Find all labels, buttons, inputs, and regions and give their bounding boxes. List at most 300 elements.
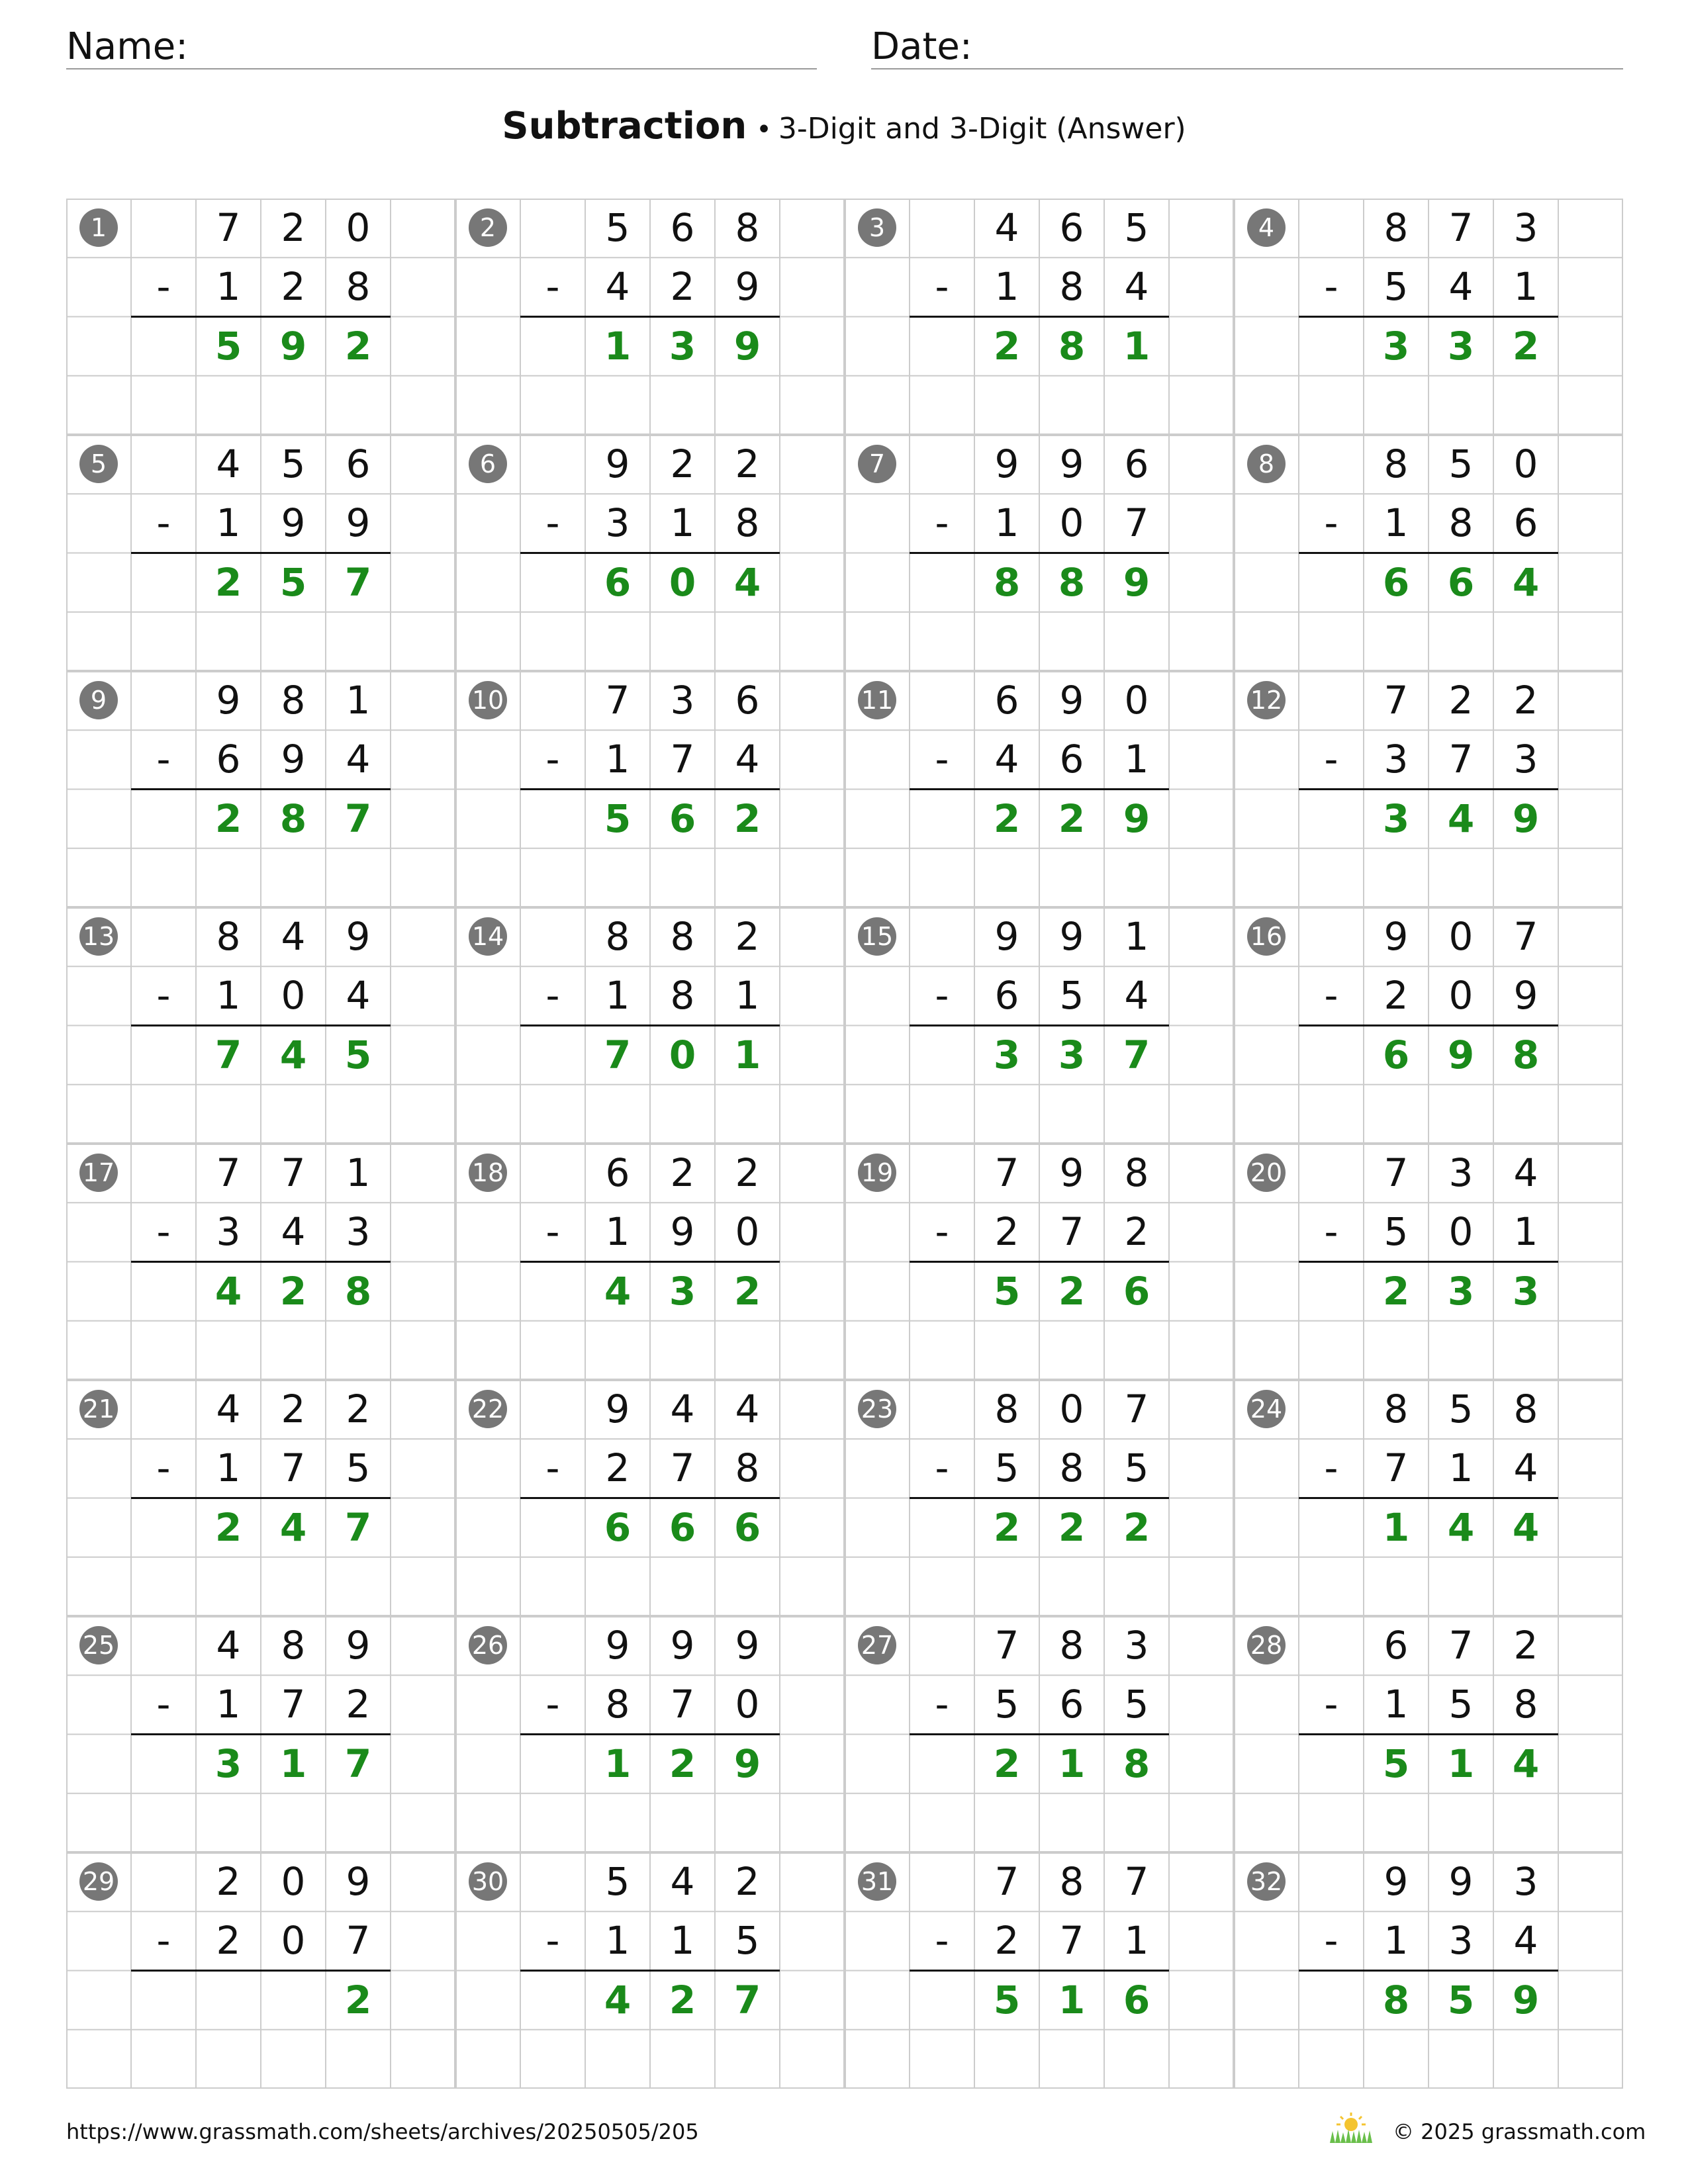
answer-digit: 2 (279, 1268, 307, 1314)
minus-sign: - (545, 737, 560, 782)
minuend-digit: 4 (670, 1859, 695, 1904)
subtrahend-digit: 3 (1513, 737, 1538, 782)
answer-digit: 7 (1123, 1032, 1150, 1077)
minus-sign: - (156, 1209, 171, 1255)
minuend-digit: 7 (1448, 1623, 1474, 1668)
answer-digit: 3 (1447, 1268, 1475, 1314)
subtrahend-digit: 4 (994, 737, 1019, 782)
subtrahend-digit: 7 (1059, 1918, 1084, 1964)
minuend-digit: 6 (994, 678, 1019, 723)
answer-digit: 4 (604, 1977, 632, 2023)
subtrahend-digit: 4 (735, 737, 760, 782)
minuend-digit: 8 (994, 1387, 1019, 1432)
minuend-digit: 4 (735, 1387, 760, 1432)
answer-digit: 9 (1512, 796, 1540, 841)
answer-digit: 3 (1382, 796, 1410, 841)
subtrahend-digit: 1 (605, 737, 630, 782)
minuend-digit: 7 (1513, 914, 1538, 959)
problem-number: 32 (1247, 1862, 1286, 1901)
problem-number: 29 (79, 1862, 118, 1901)
minuend-digit: 4 (994, 205, 1019, 250)
minuend-digit: 2 (1513, 678, 1538, 723)
subtrahend-digit: 8 (735, 1445, 760, 1491)
answer-digit: 6 (1123, 1977, 1150, 2023)
answer-digit: 9 (733, 323, 761, 369)
minuend-digit: 1 (346, 1150, 371, 1195)
problem-number: 24 (1247, 1390, 1286, 1428)
answer-digit: 2 (1058, 796, 1086, 841)
problem-number: 19 (858, 1154, 896, 1192)
minuend-digit: 9 (1059, 1150, 1084, 1195)
minuend-digit: 8 (1383, 205, 1409, 250)
subtrahend-digit: 7 (1383, 1445, 1409, 1491)
minuend-digit: 3 (670, 678, 695, 723)
subtrahend-digit: 5 (994, 1682, 1019, 1727)
answer-digit: 6 (1447, 559, 1475, 605)
subtrahend-digit: 2 (216, 1918, 241, 1964)
subtrahend-digit: 6 (1059, 1682, 1084, 1727)
minus-sign: - (545, 1918, 560, 1964)
minuend-digit: 2 (735, 441, 760, 486)
subtrahend-digit: 5 (1448, 1682, 1474, 1727)
subtrahend-digit: 1 (1513, 264, 1538, 310)
minuend-digit: 7 (1124, 1859, 1149, 1904)
minus-sign: - (935, 1918, 949, 1964)
subtrahend-digit: 1 (670, 1918, 695, 1964)
minus-sign: - (935, 1682, 949, 1727)
footer-url[interactable]: https://www.grassmath.com/sheets/archives/20250505/205 (66, 2119, 699, 2144)
minuend-digit: 9 (605, 1387, 630, 1432)
minuend-digit: 8 (1383, 1387, 1409, 1432)
answer-digit: 2 (1123, 1504, 1150, 1550)
minuend-digit: 9 (1383, 1859, 1409, 1904)
date-line[interactable] (871, 68, 1623, 69)
minuend-digit: 9 (1448, 1859, 1474, 1904)
subtrahend-digit: 1 (1124, 737, 1149, 782)
answer-digit: 9 (1123, 796, 1150, 841)
minuend-digit: 8 (1059, 1623, 1084, 1668)
subtrahend-digit: 2 (1124, 1209, 1149, 1255)
problem-number: 25 (79, 1626, 118, 1664)
problem-grid (66, 199, 1623, 2089)
subtrahend-digit: 2 (994, 1209, 1019, 1255)
minus-sign: - (935, 264, 949, 310)
answer-digit: 7 (344, 559, 372, 605)
answer-digit: 1 (1058, 1977, 1086, 2023)
subtrahend-digit: 1 (216, 973, 241, 1019)
subtrahend-digit: 0 (1059, 500, 1084, 546)
answer-digit: 2 (1382, 1268, 1410, 1314)
minus-sign: - (156, 1918, 171, 1964)
answer-digit: 8 (1512, 1032, 1540, 1077)
minuend-digit: 9 (1383, 914, 1409, 959)
subtrahend-digit: 5 (1124, 1445, 1149, 1491)
answer-digit: 0 (669, 559, 696, 605)
problem-number: 2 (469, 208, 507, 247)
subtrahend-digit: 4 (1513, 1445, 1538, 1491)
answer-digit: 1 (733, 1032, 761, 1077)
subtrahend-digit: 6 (1059, 737, 1084, 782)
minuend-digit: 7 (994, 1623, 1019, 1668)
minuend-digit: 1 (346, 678, 371, 723)
answer-digit: 4 (1512, 559, 1540, 605)
answer-digit: 2 (1058, 1504, 1086, 1550)
minuend-digit: 2 (735, 1859, 760, 1904)
answer-digit: 3 (1058, 1032, 1086, 1077)
minuend-digit: 7 (216, 1150, 241, 1195)
subtrahend-digit: 4 (346, 973, 371, 1019)
subtrahend-digit: 1 (735, 973, 760, 1019)
subtrahend-digit: 6 (1513, 500, 1538, 546)
subtrahend-digit: 5 (1383, 264, 1409, 310)
problem-number: 15 (858, 917, 896, 956)
answer-digit: 1 (604, 1741, 632, 1786)
subtrahend-digit: 5 (735, 1918, 760, 1964)
answer-digit: 3 (1447, 323, 1475, 369)
answer-digit: 7 (344, 1741, 372, 1786)
subtrahend-digit: 5 (346, 1445, 371, 1491)
minuend-digit: 2 (216, 1859, 241, 1904)
subtrahend-digit: 2 (281, 264, 306, 310)
problem-number: 17 (79, 1154, 118, 1192)
problem-number: 10 (469, 681, 507, 719)
minuend-digit: 3 (1448, 1150, 1474, 1195)
name-line[interactable] (66, 68, 817, 69)
answer-digit: 4 (733, 559, 761, 605)
answer-digit: 2 (733, 1268, 761, 1314)
answer-digit: 1 (279, 1741, 307, 1786)
minuend-digit: 4 (281, 914, 306, 959)
subtrahend-digit: 8 (1448, 500, 1474, 546)
subtrahend-digit: 1 (605, 1209, 630, 1255)
answer-digit: 3 (1512, 1268, 1540, 1314)
date-label: Date: (871, 25, 972, 68)
answer-digit: 5 (344, 1032, 372, 1077)
answer-digit: 4 (279, 1032, 307, 1077)
answer-digit: 0 (669, 1032, 696, 1077)
subtrahend-digit: 5 (1059, 973, 1084, 1019)
minuend-digit: 8 (735, 205, 760, 250)
subtrahend-digit: 4 (346, 737, 371, 782)
subtrahend-digit: 0 (281, 973, 306, 1019)
minuend-digit: 2 (281, 1387, 306, 1432)
subtrahend-digit: 1 (605, 973, 630, 1019)
answer-digit: 9 (1123, 559, 1150, 605)
answer-digit: 2 (993, 796, 1021, 841)
subtrahend-digit: 3 (346, 1209, 371, 1255)
answer-digit: 6 (669, 796, 696, 841)
minuend-digit: 7 (605, 678, 630, 723)
answer-digit: 8 (1382, 1977, 1410, 2023)
subtrahend-digit: 6 (994, 973, 1019, 1019)
subtrahend-digit: 1 (216, 500, 241, 546)
problem-number: 9 (79, 681, 118, 719)
minus-sign: - (545, 1445, 560, 1491)
minuend-digit: 5 (1448, 1387, 1474, 1432)
minuend-digit: 7 (1448, 205, 1474, 250)
subtrahend-digit: 1 (1383, 1682, 1409, 1727)
minus-sign: - (156, 264, 171, 310)
answer-digit: 6 (604, 1504, 632, 1550)
subtrahend-digit: 1 (216, 1682, 241, 1727)
problem-number: 8 (1247, 445, 1286, 483)
minus-sign: - (1324, 973, 1338, 1019)
answer-digit: 3 (669, 1268, 696, 1314)
grass-sun-icon (1327, 2111, 1375, 2144)
problem-number: 22 (469, 1390, 507, 1428)
minuend-digit: 8 (281, 678, 306, 723)
subtrahend-digit: 5 (1383, 1209, 1409, 1255)
minuend-digit: 5 (605, 1859, 630, 1904)
subtrahend-digit: 4 (1448, 264, 1474, 310)
subtrahend-digit: 7 (1059, 1209, 1084, 1255)
minus-sign: - (545, 973, 560, 1019)
footer-copyright: © 2025 grassmath.com (1393, 2119, 1646, 2144)
minuend-digit: 7 (994, 1150, 1019, 1195)
minuend-digit: 4 (216, 1623, 241, 1668)
subtrahend-digit: 4 (1124, 264, 1149, 310)
minus-sign: - (156, 973, 171, 1019)
minuend-digit: 9 (1059, 441, 1084, 486)
answer-digit: 1 (1058, 1741, 1086, 1786)
minus-sign: - (156, 500, 171, 546)
minuend-digit: 8 (1383, 441, 1409, 486)
minuend-digit: 4 (1513, 1150, 1538, 1195)
subtrahend-digit: 9 (281, 500, 306, 546)
subtrahend-digit: 0 (735, 1209, 760, 1255)
subtrahend-digit: 4 (1124, 973, 1149, 1019)
minuend-digit: 2 (1448, 678, 1474, 723)
answer-digit: 2 (214, 559, 242, 605)
subtrahend-digit: 9 (1513, 973, 1538, 1019)
subtrahend-digit: 9 (735, 264, 760, 310)
problem-number: 12 (1247, 681, 1286, 719)
answer-digit: 2 (1512, 323, 1540, 369)
problem-number: 11 (858, 681, 896, 719)
answer-digit: 8 (1058, 323, 1086, 369)
subtrahend-digit: 2 (346, 1682, 371, 1727)
minuend-digit: 5 (1124, 205, 1149, 250)
minuend-digit: 9 (994, 914, 1019, 959)
subtrahend-digit: 8 (605, 1682, 630, 1727)
subtrahend-digit: 5 (1124, 1682, 1149, 1727)
minuend-digit: 6 (670, 205, 695, 250)
answer-digit: 2 (993, 1741, 1021, 1786)
subtrahend-digit: 9 (670, 1209, 695, 1255)
minus-sign: - (156, 1445, 171, 1491)
minus-sign: - (935, 1209, 949, 1255)
minus-sign: - (1324, 264, 1338, 310)
answer-digit: 4 (604, 1268, 632, 1314)
minuend-digit: 8 (216, 914, 241, 959)
minuend-digit: 6 (1124, 441, 1149, 486)
minuend-digit: 3 (1513, 1859, 1538, 1904)
minuend-digit: 7 (994, 1859, 1019, 1904)
answer-digit: 6 (733, 1504, 761, 1550)
problem-number: 16 (1247, 917, 1286, 956)
title-main: Subtraction (502, 105, 747, 148)
problem-number: 14 (469, 917, 507, 956)
problem-number: 5 (79, 445, 118, 483)
minuend-digit: 5 (1448, 441, 1474, 486)
minuend-digit: 6 (1383, 1623, 1409, 1668)
subtrahend-digit: 1 (994, 500, 1019, 546)
minus-sign: - (1324, 1918, 1338, 1964)
minuend-digit: 6 (735, 678, 760, 723)
minuend-digit: 8 (1059, 1859, 1084, 1904)
answer-digit: 5 (1382, 1741, 1410, 1786)
answer-digit: 8 (344, 1268, 372, 1314)
minuend-digit: 9 (216, 678, 241, 723)
minus-sign: - (935, 973, 949, 1019)
subtrahend-digit: 7 (670, 737, 695, 782)
subtrahend-digit: 2 (605, 1445, 630, 1491)
subtrahend-digit: 6 (216, 737, 241, 782)
minuend-digit: 9 (346, 1623, 371, 1668)
minus-sign: - (545, 264, 560, 310)
minuend-digit: 9 (605, 441, 630, 486)
problem-number: 13 (79, 917, 118, 956)
problem-number: 28 (1247, 1626, 1286, 1664)
subtrahend-digit: 1 (670, 500, 695, 546)
subtrahend-digit: 3 (216, 1209, 241, 1255)
subtrahend-digit: 5 (994, 1445, 1019, 1491)
answer-digit: 2 (669, 1977, 696, 2023)
subtrahend-digit: 8 (1059, 1445, 1084, 1491)
minus-sign: - (545, 1682, 560, 1727)
problem-number: 23 (858, 1390, 896, 1428)
minuend-digit: 8 (605, 914, 630, 959)
minuend-digit: 5 (605, 205, 630, 250)
minuend-digit: 2 (281, 205, 306, 250)
answer-digit: 9 (733, 1741, 761, 1786)
minuend-digit: 7 (1124, 1387, 1149, 1432)
subtrahend-digit: 7 (281, 1445, 306, 1491)
minuend-digit: 9 (670, 1623, 695, 1668)
problem-number: 31 (858, 1862, 896, 1901)
problem-number: 3 (858, 208, 896, 247)
name-label: Name: (66, 25, 189, 68)
minuend-digit: 2 (670, 1150, 695, 1195)
subtrahend-digit: 1 (216, 1445, 241, 1491)
answer-digit: 3 (1382, 323, 1410, 369)
minuend-digit: 2 (670, 441, 695, 486)
minus-sign: - (1324, 1682, 1338, 1727)
subtrahend-digit: 9 (281, 737, 306, 782)
problem-number: 4 (1247, 208, 1286, 247)
answer-digit: 9 (1447, 1032, 1475, 1077)
answer-digit: 5 (1447, 1977, 1475, 2023)
answer-digit: 8 (1058, 559, 1086, 605)
minuend-digit: 0 (1059, 1387, 1084, 1432)
answer-digit: 9 (1512, 1977, 1540, 2023)
answer-digit: 4 (279, 1504, 307, 1550)
problem-number: 21 (79, 1390, 118, 1428)
answer-digit: 4 (214, 1268, 242, 1314)
answer-digit: 6 (1382, 1032, 1410, 1077)
answer-digit: 7 (604, 1032, 632, 1077)
minuend-digit: 4 (216, 441, 241, 486)
minuend-digit: 6 (605, 1150, 630, 1195)
subtrahend-digit: 4 (1513, 1918, 1538, 1964)
minuend-digit: 3 (1124, 1623, 1149, 1668)
subtrahend-digit: 8 (1513, 1682, 1538, 1727)
subtrahend-digit: 7 (346, 1918, 371, 1964)
minuend-digit: 9 (735, 1623, 760, 1668)
minuend-digit: 2 (1513, 1623, 1538, 1668)
answer-digit: 2 (214, 1504, 242, 1550)
subtrahend-digit: 0 (1448, 1209, 1474, 1255)
answer-digit: 8 (1123, 1741, 1150, 1786)
answer-digit: 1 (1382, 1504, 1410, 1550)
minus-sign: - (156, 737, 171, 782)
minus-sign: - (545, 500, 560, 546)
answer-digit: 7 (344, 1504, 372, 1550)
minuend-digit: 0 (1448, 914, 1474, 959)
minuend-digit: 7 (1383, 1150, 1409, 1195)
minuend-digit: 5 (281, 441, 306, 486)
subtrahend-digit: 0 (281, 1918, 306, 1964)
minuend-digit: 4 (670, 1387, 695, 1432)
minuend-digit: 0 (281, 1859, 306, 1904)
minus-sign: - (1324, 1209, 1338, 1255)
answer-digit: 4 (1447, 796, 1475, 841)
minuend-digit: 6 (346, 441, 371, 486)
minuend-digit: 1 (1124, 914, 1149, 959)
title-separator: • (756, 114, 772, 145)
problem-number: 27 (858, 1626, 896, 1664)
answer-digit: 2 (344, 1977, 372, 2023)
minuend-digit: 6 (1059, 205, 1084, 250)
minuend-digit: 9 (1059, 914, 1084, 959)
subtrahend-digit: 2 (1383, 973, 1409, 1019)
answer-digit: 5 (993, 1977, 1021, 2023)
subtrahend-digit: 2 (670, 264, 695, 310)
minuend-digit: 8 (670, 914, 695, 959)
subtrahend-digit: 3 (605, 500, 630, 546)
answer-digit: 6 (669, 1504, 696, 1550)
subtrahend-digit: 1 (1513, 1209, 1538, 1255)
subtrahend-digit: 7 (670, 1445, 695, 1491)
subtrahend-digit: 1 (605, 1918, 630, 1964)
problem-number: 7 (858, 445, 896, 483)
minuend-digit: 8 (1513, 1387, 1538, 1432)
subtrahend-digit: 7 (670, 1682, 695, 1727)
answer-digit: 5 (993, 1268, 1021, 1314)
minuend-digit: 9 (346, 1859, 371, 1904)
subtrahend-digit: 1 (1124, 1918, 1149, 1964)
minus-sign: - (156, 1682, 171, 1727)
subtrahend-digit: 8 (735, 500, 760, 546)
subtrahend-digit: 1 (216, 264, 241, 310)
subtrahend-digit: 8 (1059, 264, 1084, 310)
answer-digit: 4 (1512, 1741, 1540, 1786)
answer-digit: 1 (1123, 323, 1150, 369)
problem-number: 26 (469, 1626, 507, 1664)
minuend-digit: 3 (1513, 205, 1538, 250)
minuend-digit: 9 (994, 441, 1019, 486)
subtrahend-digit: 1 (994, 264, 1019, 310)
minus-sign: - (935, 737, 949, 782)
minuend-digit: 8 (1124, 1150, 1149, 1195)
minus-sign: - (935, 1445, 949, 1491)
minus-sign: - (1324, 500, 1338, 546)
subtrahend-digit: 7 (281, 1682, 306, 1727)
answer-digit: 5 (214, 323, 242, 369)
subtrahend-digit: 4 (605, 264, 630, 310)
minuend-digit: 2 (735, 1150, 760, 1195)
problem-number: 18 (469, 1154, 507, 1192)
